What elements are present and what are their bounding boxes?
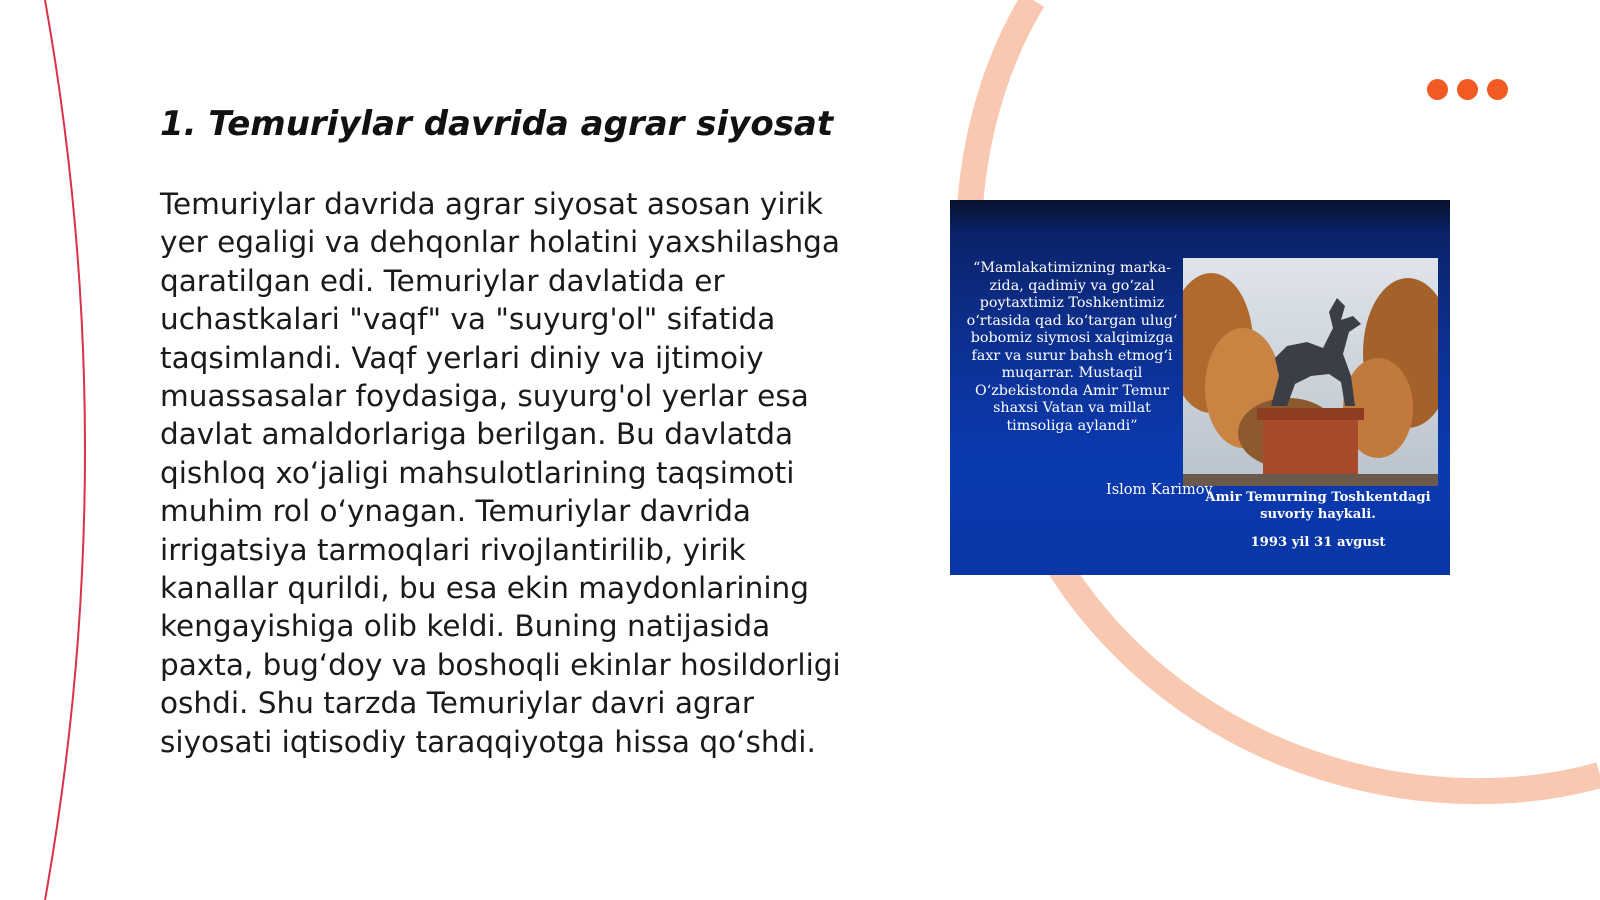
photo-caption: Amir Temurning Toshkentdagi suvoriy haykali. (1205, 490, 1431, 522)
monument-pedestal-top (1257, 408, 1364, 420)
dot (1427, 79, 1448, 100)
dot (1457, 79, 1478, 100)
slide-body-text: Temuriylar davrida agrar siyosat asosan yirik yer egaligi va dehqonlar holatini yaxshilashga qaratilgan edi. Temuriylar davlatida er uchastkalari "vaqf" va "suyurg'ol" sifatida taqsimlandi. Vaqf yerlari diniy va ijtimoiy muassasalar foydasiga, suyurg'ol yerlar esa davlat amaldorlariga berilgan. Bu davlatda qishloq xo‘jaligi mahsulotlarining taqsimoti muhim rol o‘ynagan. Temuriylar davrida irrigatsiya tarmoqlari rivojlantirilib, yirik kanallar qurildi, bu esa ekin maydonlarining kengayishiga olib keldi. Buning natijasida paxta, bug‘doy va boshoqli ekinlar hosildorligi oshdi. Shu tarzda Temuriylar davri agrar siyosati iqtisodiy taraqqiyotga hissa qo‘shdi. (160, 187, 841, 759)
left-accent-line (45, 0, 85, 900)
photo-ground (1183, 474, 1438, 486)
three-dots-icon (1427, 79, 1517, 101)
photo-date: 1993 yil 31 avgust (1250, 535, 1386, 550)
quote-author: Islom Karimov (1106, 482, 1213, 498)
dot (1487, 79, 1508, 100)
statue-photo-card (950, 200, 1450, 575)
quote-text: “Mamlakatimizning marka- zida, qadimiy va go‘zal poytaxtimiz Toshkentimiz o‘rtasida qad ko‘targan ulug‘ bobomiz siymosi xalqimizga faxr va surur bahsh etmog‘i muqarrar. Mustaqil O‘zbekistonda Amir Temur shaxsi Vatan va millat timsoliga aylandi” (966, 260, 1178, 434)
statue-photo (1183, 258, 1438, 486)
slide-title: 1. Temuriylar davrida agrar siyosat (160, 104, 834, 144)
